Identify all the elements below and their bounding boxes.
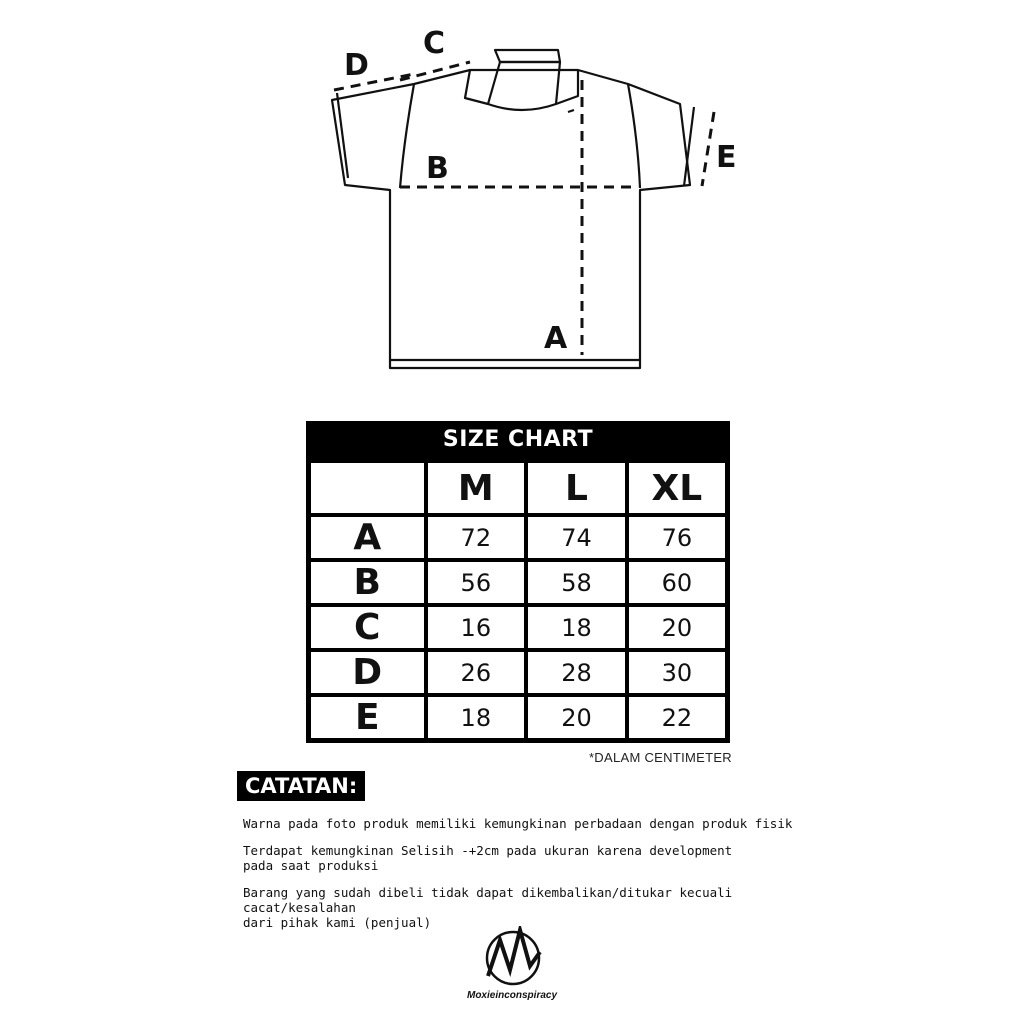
table-cell: 18 bbox=[526, 605, 627, 650]
dimension-label-c: C bbox=[423, 26, 446, 61]
table-cell: 76 bbox=[627, 515, 728, 560]
table-row bbox=[309, 560, 728, 605]
table-cell: 18 bbox=[426, 695, 527, 741]
brand-name: Moxieinconspiracy bbox=[466, 990, 558, 1001]
dimension-label-b: B bbox=[426, 151, 449, 186]
size-chart-title: SIZE CHART bbox=[306, 421, 730, 459]
table-row bbox=[309, 650, 728, 695]
table-row bbox=[309, 515, 728, 560]
table-cell: 74 bbox=[526, 515, 627, 560]
shirt-measurement-diagram bbox=[0, 0, 1024, 400]
measure-line-e bbox=[702, 112, 714, 186]
note-item: Terdapat kemungkinan Selisih -+2cm pada ukuran karena development pada saat produksi bbox=[243, 843, 733, 873]
measure-line-c bbox=[400, 62, 470, 80]
size-header-row bbox=[309, 461, 728, 515]
table-cell: 72 bbox=[426, 515, 527, 560]
notes-heading: CATATAN: bbox=[237, 771, 365, 801]
table-cell: 56 bbox=[426, 560, 527, 605]
size-header-l: L bbox=[526, 461, 627, 515]
table-cell: 22 bbox=[627, 695, 728, 741]
shirt-outline bbox=[332, 50, 694, 368]
row-label: A bbox=[309, 515, 426, 560]
table-cell: 20 bbox=[627, 605, 728, 650]
size-chart bbox=[306, 421, 730, 743]
unit-note: *DALAM CENTIMETER bbox=[588, 750, 732, 765]
table-row bbox=[309, 605, 728, 650]
note-item: Warna pada foto produk memiliki kemungkinan perbadaan dengan produk fisik bbox=[243, 816, 793, 831]
table-cell: 58 bbox=[526, 560, 627, 605]
corner-cell bbox=[309, 461, 426, 515]
table-cell: 16 bbox=[426, 605, 527, 650]
table-cell: 20 bbox=[526, 695, 627, 741]
brand-logo-icon bbox=[478, 926, 548, 988]
size-header-xl: XL bbox=[627, 461, 728, 515]
table-cell: 26 bbox=[426, 650, 527, 695]
table-cell: 28 bbox=[526, 650, 627, 695]
dimension-label-e: E bbox=[716, 140, 737, 175]
size-header-m: M bbox=[426, 461, 527, 515]
table-row bbox=[309, 695, 728, 741]
table-cell: 30 bbox=[627, 650, 728, 695]
row-label: E bbox=[309, 695, 426, 741]
dimension-label-d: D bbox=[344, 48, 369, 83]
row-label: B bbox=[309, 560, 426, 605]
row-label: C bbox=[309, 605, 426, 650]
table-cell: 60 bbox=[627, 560, 728, 605]
size-table bbox=[306, 459, 730, 743]
dimension-label-a: A bbox=[544, 321, 568, 356]
row-label: D bbox=[309, 650, 426, 695]
note-item: Barang yang sudah dibeli tidak dapat dikembalikan/ditukar kecuali cacat/kesalahan dari pihak kami (penjual) bbox=[243, 885, 733, 930]
